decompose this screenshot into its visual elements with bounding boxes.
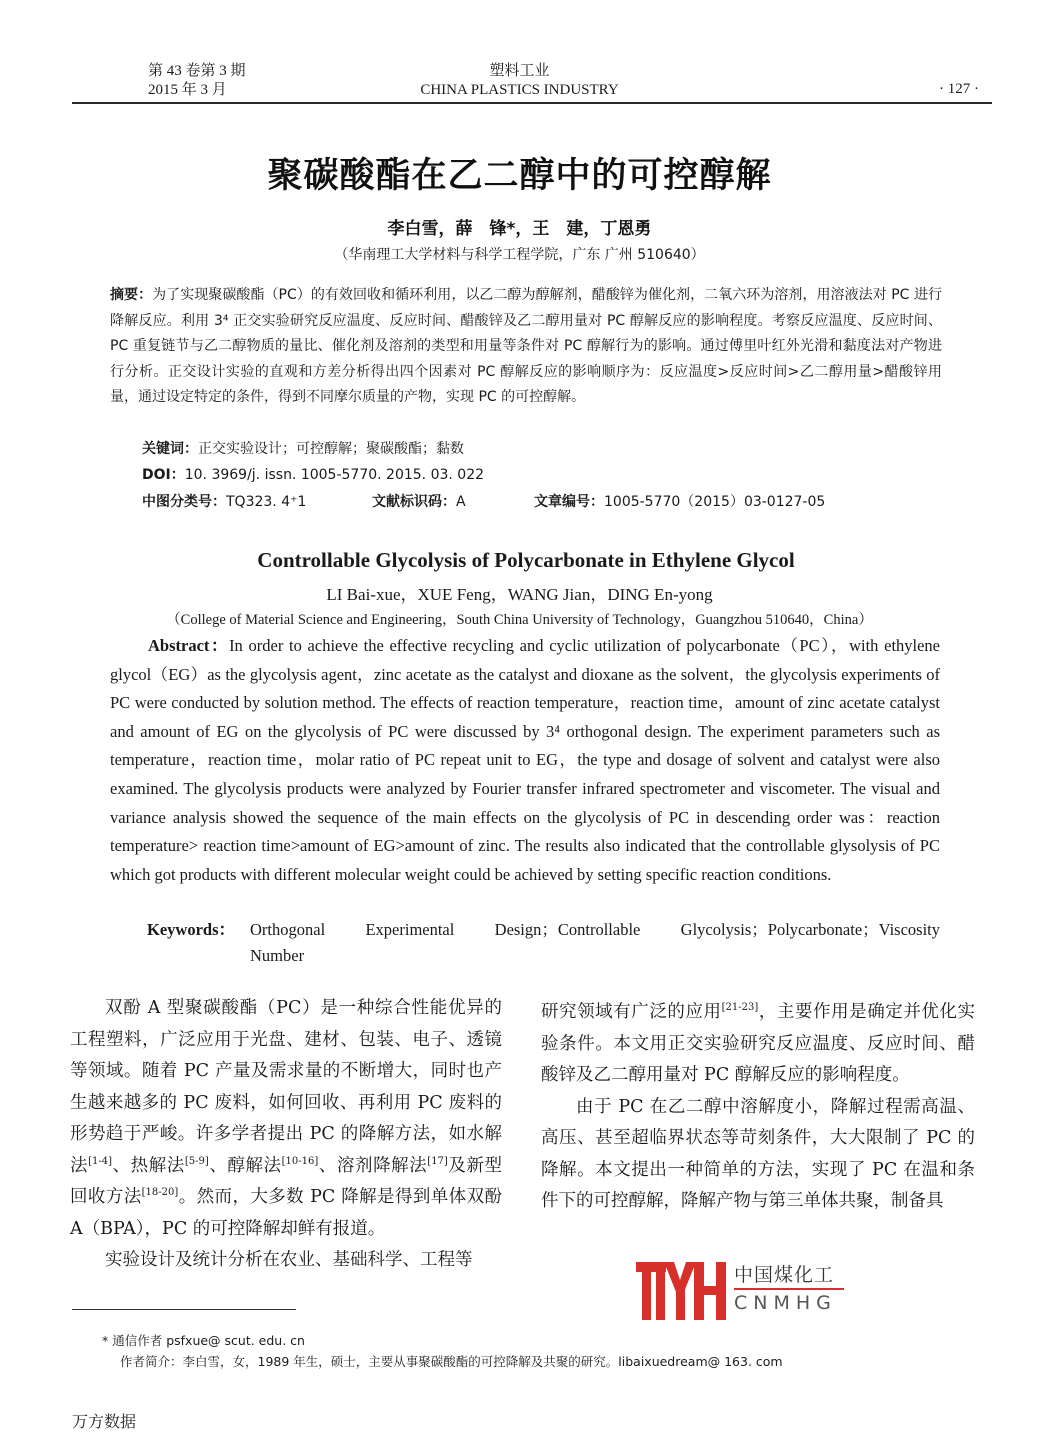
keywords-en-label: Keywords： [147,920,235,939]
clc [142,492,372,512]
volume-issue: 第 43 卷第 3 期 [148,63,246,79]
text-run: ，主要作用是确定并优化实验条件。本文用正交实验研究反应温度、反应时间、醋酸锌及乙二醇用量对 PC 醇解反应的影响程度。 [541,1002,976,1085]
doi-value: 10. 3969/j. issn. 1005-5770. 2015. 03. 022 [184,467,485,483]
author-bio-note: 作者简介：李白雪，女，1989 年生，硕士，主要从事聚碳酸酯的可控降解及共聚的研究。libaixuedream@ 163. com [120,1354,783,1369]
authors-en: LI Bai-xue，XUE Feng，WANG Jian，DING En-yong [326,585,713,604]
article-number-value: 1005-5770（2015）03-0127-05 [604,494,826,510]
citation[interactable]: [10-16] [281,1155,319,1167]
footnote-divider [72,1309,296,1310]
clc-value: TQ323. 4⁺1 [226,494,307,510]
intro-paragraph-2: 实验设计及统计分析在农业、基础科学、工程等 [105,1250,473,1270]
text-run: 及新型回收方法 [70,1155,503,1207]
doi-label: DOI： [142,467,185,483]
abstract-cn-text: 为了实现聚碳酸酯（PC）的有效回收和循环利用，以乙二醇为醇解剂，醋酸锌为催化剂，二氧六环为溶剂，用溶液法对 PC 进行降解反应。利用 3⁴ 正交实验研究反应温度、反应时间、醋酸锌及乙二醇用量对 PC 醇解反应的影响程度。考察反应温度、反应时间、PC 重复链节与乙二醇物质的量比、催化剂及溶剂的类型和用量等条件对 PC 醇解行为的影响。通过傅里叶红外光滑和黏度法对产物进行分析。正交设计实验的直观和方差分析得出四个因素对 PC 醇解反应的影响顺序为：反应温度>反应时间>乙二醇用量>醋酸锌用量，通过设定特定的条件，得到不同摩尔质量的产物，实现 PC 的可控醇解。 [110,287,942,405]
abstract-cn [110,283,942,411]
page-number: · 127 · [939,81,979,97]
article-number-label: 文章编号： [534,494,604,510]
abstract-cn-label: 摘要： [110,287,153,303]
abstract-en-label: Abstract： [148,636,230,655]
journal-name-en: CHINA PLASTICS INDUSTRY [420,82,619,98]
doc-code-value: A [456,494,466,510]
citation[interactable]: [1-4] [88,1155,112,1167]
affiliation-en: （College of Material Science and Engineering，South China University of Technology，Guangzhou 510640，China） [166,612,873,628]
intro-paragraph-1 [70,993,502,1245]
classification-row [142,492,962,512]
citation[interactable]: [17] [427,1155,448,1167]
journal-name [0,62,1039,100]
clc-label: 中图分类号： [142,494,226,510]
affiliation-cn: （华南理工大学材料与科学工程学院，广东 广州 510640） [334,247,705,263]
source-watermark: 万方数据 [72,1412,137,1431]
article-title-cn: 聚碳酸酯在乙二醇中的可控醇解 [267,156,772,196]
watermark-name-cn: 中国煤化工 [734,1264,835,1286]
keywords-en [147,917,940,969]
text-run: 研究领域有广泛的应用 [541,1002,722,1022]
intro-paragraph-2-cont [541,997,975,1092]
watermark-divider [734,1288,844,1290]
cnmhg-logo-icon [636,1258,728,1320]
watermark-logo [636,1258,856,1320]
keywords-cn-label: 关键词： [142,441,198,457]
text-run: 、溶剂降解法 [318,1155,428,1176]
text-run: 。然而，大多数 PC 降解是得到单体双酚 A（BPA），PC 的可控降解却鲜有报道。 [70,1187,503,1239]
body-column-left [70,993,502,1277]
text-run: 、醇解法 [208,1155,282,1176]
text-run: 、热解法 [111,1155,185,1176]
header-divider [72,102,992,104]
article-title-en: Controllable Glycolysis of Polycarbonate in Ethylene Glycol [257,548,795,572]
keywords-en-line2: Number [250,946,305,965]
intro-paragraph-3: 由于 PC 在乙二醇中溶解度小，降解过程需高温、高压、甚至超临界状态等苛刻条件，大大限制了 PC 的降解。本文提出一种简单的方法，实现了 PC 在温和条件下的可控醇解，降解产物与第三单体共聚，制备具 [541,1096,975,1211]
citation[interactable]: [18-20] [141,1187,179,1198]
keywords-en-line1: Orthogonal Experimental Design；Controllable Glycolysis；Polycarbonate；Viscosity [250,920,940,939]
authors-cn: 李白雪，薛 锋*，王 建，丁恩勇 [387,219,652,239]
citation[interactable]: [21-23] [721,1002,759,1013]
keywords-cn [142,439,464,459]
text-run: 双酚 A 型聚碳酸酯（PC）是一种综合性能优异的工程塑料，广泛应用于光盘、建材、包装、电子、透镜等领域。随着 PC 产量及需求量的不断增大，同时也产生越来越多的 PC 废料，如何回收、再利用 PC 废料的形势趋于严峻。许多学者提出 PC 的降解方法，如水解法 [70,998,502,1176]
doc-code-label: 文献标识码： [372,494,456,510]
journal-name-cn: 塑料工业 [489,63,550,79]
doc-code [372,492,534,512]
abstract-en-text: In order to achieve the effective recycling and cyclic utilization of polycarbonate（PC），with ethylene glycol（EG）as the glycolysis agent，zinc acetate as the catalyst and dioxane as the solvent，the glycolysis experiments of PC were conducted by solution method. The effects of reaction temperature，reaction time，amount of zinc acetate catalyst and amount of EG on the glycolysis of PC were discussed by 3⁴ orthogonal design. The experiment parameters such as temperature，reaction time，molar ratio of PC repeat unit to EG，the type and dosage of solvent and catalyst were also examined. The glycolysis products were analyzed by Fourier transfer infrared spectrometer and viscometer. The visual and variance analysis showed the sequence of the main effects on the glycolysis of PC in descending order was：reaction temperature> reaction time>amount of EG>amount of zinc. The results also indicated that the controllable glysolysis of PC which got products with different molecular weight could be achieved by setting specific reaction conditions. [110,636,941,884]
article-number [534,492,825,512]
citation[interactable]: [5-9] [184,1155,209,1167]
abstract-en [110,632,940,889]
watermark-name-en: CNMHG [734,1292,837,1314]
keywords-cn-text: 正交实验设计；可控醇解；聚碳酸酯；黏数 [198,441,464,457]
issue-date: 2015 年 3 月 [148,82,227,98]
body-column-right [541,997,975,1218]
footnotes [102,1330,783,1372]
corresponding-author-note: * 通信作者 psfxue@ scut. edu. cn [102,1333,305,1348]
doi [142,465,484,485]
